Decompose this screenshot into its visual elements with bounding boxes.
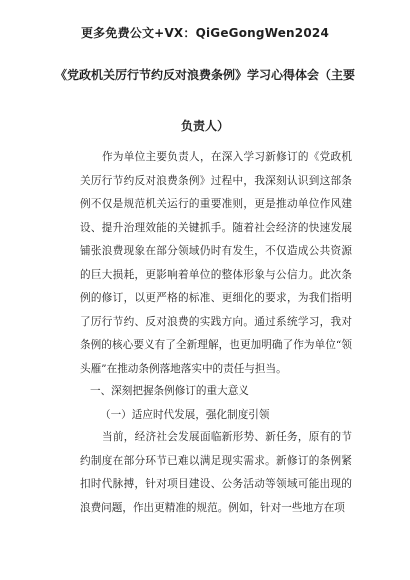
document-header: 更多免费公文+VX：QiGeGongWen2024 [80, 26, 329, 40]
subsection-heading-text: （一）适应时代发展，强化制度引领 [100, 409, 270, 421]
subsection-heading [80, 404, 352, 428]
intro-paragraph: 作为单位主要负责人，在深入学习新修订的《党政机关厉行节约反对浪费条例》过程中，我深刻认识到这部条例不仅是规范机关运行的重要准则，更是推动单位作风建设、提升治理效能的关键抓手。随着社会经济的快速发展铺张浪费现象在部分领域仍时有发生，不仅造成公共资源的巨大损耗，更影响着单位的整体形象与公信力。此次条例的修订，以更严格的标准、更细化的要求，为我们指明了厉行节约、反对浪费的实践方向。通过系统学习，我对条例的核心要义有了全新理解，也更加明确了作为单位“领头雁”在推动条例落地落实中的责任与担当。 [80, 151, 352, 375]
section-heading [80, 380, 352, 404]
body-paragraph: 当前，经济社会发展面临新形势、新任务，原有的节约制度在部分环节已难以满足现实需求。新修订的条例紧扣时代脉搏，针对项目建设、公务活动等领域可能出现的浪费问题，作出更精准的规范。例如，针对一些地方在项 [80, 431, 352, 514]
section-heading-text: 一、深刻把握条例修订的重大意义 [90, 385, 249, 397]
document-title-line-1: 《党政机关厉行节约反对浪费条例》学习心得体会（主要 [54, 68, 355, 82]
document-title-line-2: 负责人） [180, 119, 229, 133]
